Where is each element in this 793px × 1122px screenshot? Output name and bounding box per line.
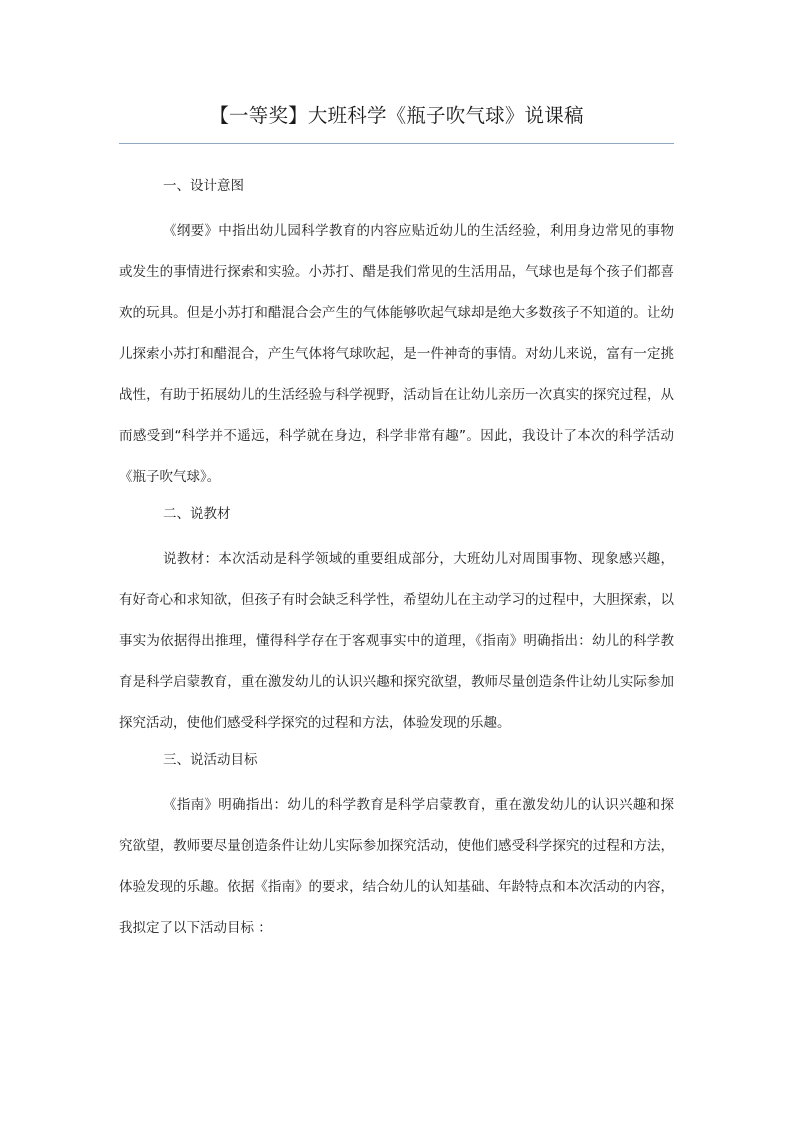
section-heading: 二、说教材 [163,506,231,522]
section-activity-goals [119,744,674,949]
section-heading: 一、设计意图 [163,178,244,194]
document-body [119,170,674,949]
section-paragraph: 《指南》明确指出：幼儿的科学教育是科学启蒙教育，重在激发幼儿的认识兴趣和探究欲望，教师要尽量创造条件让幼儿实际参加探究活动，使他们感受科学探究的过程和方法，体验发现的乐趣。依据《指南》的要求，结合幼儿的认知基础、年龄特点和本次活动的内容，我拟定了以下活动目标 ： [119,797,674,936]
section-paragraph: 说教材：本次活动是科学领域的重要组成部分，大班幼儿对周围事物、现象感兴趣，有好奇心和求知欲，但孩子有时会缺乏科学性，希望幼儿在主动学习的过程中，大胆探索，以事实为依据得出推理，懂得科学存在于客观事实中的道理，《指南》明确指出：幼儿的科学教育是科学启蒙教育，重在激发幼儿的认识兴趣和探究欲望，教师尽量创造条件让幼儿实际参加探究活动，使他们感受科学探究的过程和方法，体验发现的乐趣。 [119,551,674,731]
section-design-intent [119,170,674,498]
title-divider [119,143,674,144]
section-heading: 三、说活动目标 [163,752,258,768]
section-paragraph: 《纲要》中指出幼儿园科学教育的内容应贴近幼儿的生活经验，利用身边常见的事物或发生的事情进行探索和实验。小苏打、醋是我们常见的生活用品，气球也是每个孩子们都喜欢的玩具。但是小苏打和醋混合会产生的气体能够吹起气球却是绝大多数孩子不知道的。让幼儿探索小苏打和醋混合，产生气体将气球吹起，是一件神奇的事情。对幼儿来说，富有一定挑战性，有助于拓展幼儿的生活经验与科学视野，活动旨在让幼儿亲历一次真实的探究过程，从而感受到“科学并不遥远，科学就在身边，科学非常有趣”。因此，我设计了本次的科学活动《瓶子吹气球》。 [119,223,674,485]
document-title: 【一等奖】大班科学《瓶子吹气球》说课稿 [209,104,584,127]
section-teaching-material [119,498,674,744]
